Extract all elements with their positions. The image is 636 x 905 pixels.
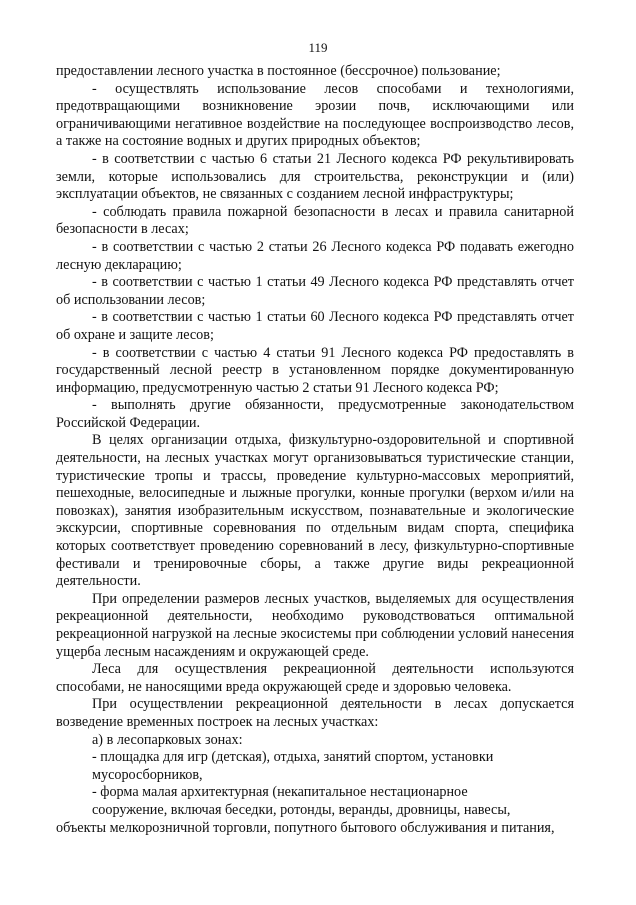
- list-item-continuation: сооружение, включая беседки, ротонды, веранды, дровницы, навесы,: [92, 801, 511, 818]
- paragraph: При осуществлении рекреационной деятельности в лесах допускается возведение временных построек на лесных участках:: [56, 696, 574, 730]
- list-item: - осуществлять использование лесов способами и технологиями, предотвращающими возникновение эрозии почв, исключающими или ограничивающими негативное воздействие на последующее воспроизводство лесов, а также на состояние водных и других природных объектов;: [56, 80, 574, 150]
- paragraph: объекты мелкорозничной торговли, попутного бытового обслуживания и питания,: [56, 819, 555, 836]
- list-item: - в соответствии с частью 6 статьи 21 Лесного кодекса РФ рекультивировать земли, которые использовались для строительства, реконструкции и (или) эксплуатации объектов, не связанных с созданием лесной инфраструктуры;: [56, 150, 574, 203]
- list-item: - соблюдать правила пожарной безопасности в лесах и правила санитарной безопасности в лесах;: [56, 203, 574, 238]
- paragraph: Леса для осуществления рекреационной деятельности используются способами, не наносящими вреда окружающей среде и здоровью человека.: [56, 661, 574, 695]
- list-item: - площадка для игр (детская), отдыха, занятий спортом, установки: [92, 749, 494, 766]
- list-item-continuation: мусоросборников,: [92, 766, 203, 783]
- paragraph: предоставлении лесного участка в постоянное (бессрочное) пользование;: [56, 63, 501, 79]
- list-item: - форма малая архитектурная (некапитальное нестационарное: [92, 784, 468, 801]
- list-item: - в соответствии с частью 1 статьи 60 Лесного кодекса РФ представлять отчет об охране и защите лесов;: [56, 309, 574, 343]
- document-body: [56, 63, 574, 837]
- list-item: - в соответствии с частью 1 статьи 49 Лесного кодекса РФ представлять отчет об использовании лесов;: [56, 274, 574, 308]
- list-item: - в соответствии с частью 2 статьи 26 Лесного кодекса РФ подавать ежегодно лесную декларацию;: [56, 238, 574, 273]
- list-item: - выполнять другие обязанности, предусмотренные законодательством Российской Федерации.: [56, 397, 574, 431]
- paragraph: При определении размеров лесных участков, выделяемых для осуществления рекреационной деятельности, необходимо руководствоваться оптимальной рекреационной нагрузкой на лесные экосистемы при соблюдении условий нанесения ущерба лесным насаждениям и окружающей среде.: [56, 590, 574, 660]
- paragraph: В целях организации отдыха, физкультурно-оздоровительной и спортивной деятельности, на лесных участках могут организовываться туристические станции, туристические тропы и трассы, проведение культурно-массовых мероприятий, пешеходные, велосипедные и лыжные прогулки, конные прогулки (верхом и/или на повозках), занятия изобразительным искусством, познавательные и экологические экскурсии, спортивные соревнования по отдельным видам спорта, специфика которых соответствует проведению соревнований в лесу, физкультурно-спортивные фестивали и тренировочные сборы, а также другие виды рекреационной деятельности.: [56, 432, 574, 590]
- list-item: - в соответствии с частью 4 статьи 91 Лесного кодекса РФ предоставлять в государственный лесной реестр в установленном порядке документированную информацию, предусмотренную частью 2 статьи 91 Лесного кодекса РФ;: [56, 344, 574, 396]
- page-number: 119: [308, 40, 328, 55]
- sub-heading: а) в лесопарковых зонах:: [92, 731, 243, 748]
